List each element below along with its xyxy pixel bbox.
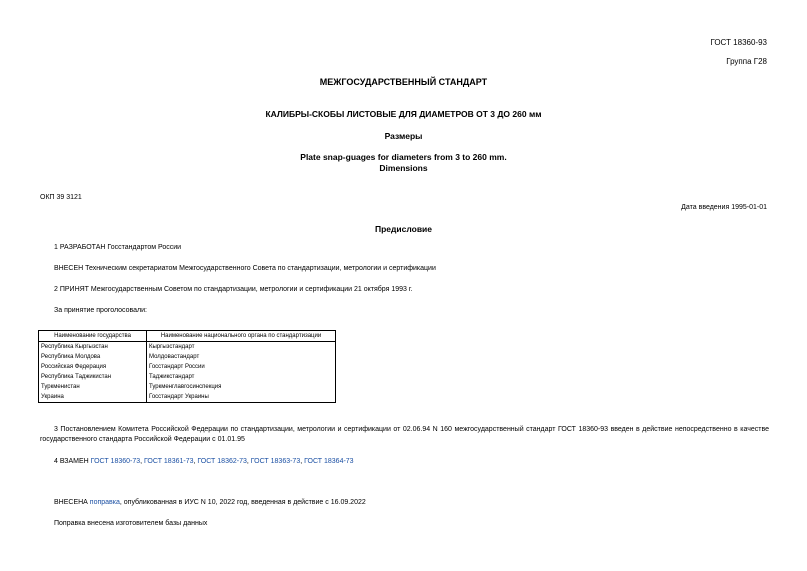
table-cell-body: Госстандарт Украины <box>147 392 336 403</box>
preface-paragraph-adopted <box>40 285 769 295</box>
link-gost-18360-73[interactable]: ГОСТ 18360-73 <box>90 458 141 465</box>
table-cell-body: Таджикстандарт <box>147 372 336 382</box>
link-gost-18361-73[interactable]: ГОСТ 18361-73 <box>144 458 194 465</box>
link-gost-18364-73[interactable]: ГОСТ 18364-73 <box>304 458 354 465</box>
table-row <box>39 372 336 382</box>
preface-paragraph-replaces: 4 ВЗАМЕН ГОСТ 18360-73, ГОСТ 18361-73, ГОСТ 18362-73, ГОСТ 18363-73, ГОСТ 18364-73 <box>54 458 354 465</box>
paragraph-text: 2 ПРИНЯТ Межгосударственным Советом по стандартизации, метрологии и сертификации 21 октября 1993 г. <box>54 286 413 293</box>
table-cell-state: Туркменистан <box>39 382 147 392</box>
standard-subtitle-ru: Размеры <box>384 131 423 141</box>
link-gost-18363-73[interactable]: ГОСТ 18363-73 <box>250 458 301 465</box>
preface-paragraph-amendment <box>40 498 769 508</box>
table-cell-body: Кыргызстандарт <box>147 342 336 353</box>
table-row <box>39 382 336 392</box>
table-cell-body: Госстандарт России <box>147 362 336 372</box>
introduction-date: Дата введения 1995-01-01 <box>681 204 767 211</box>
table-cell-body: Молдовастандарт <box>147 352 336 362</box>
document-group: Группа Г28 <box>726 57 767 66</box>
table-row <box>39 342 336 353</box>
preface-paragraph-submitted <box>40 264 769 274</box>
replaces-prefix: 4 ВЗАМЕН <box>54 458 91 465</box>
amendment-prefix: ВНЕСЕНА <box>54 499 90 506</box>
table-cell-body: Туркменглавгосинспекция <box>147 382 336 392</box>
table-header-state: Наименование государства <box>39 331 147 342</box>
document-code: ГОСТ 18360-93 <box>710 38 767 47</box>
preface-paragraph-developed <box>40 243 769 253</box>
preface-paragraph-voted <box>40 306 769 316</box>
paragraph-text: За принятие проголосовали: <box>54 307 147 314</box>
table-row <box>39 362 336 372</box>
table-header-national-body: Наименование национального органа по стандартизации <box>147 331 336 342</box>
table-cell-state: Украина <box>39 392 147 403</box>
table-cell-state: Республика Кыргызстан <box>39 342 147 353</box>
standard-type-title: МЕЖГОСУДАРСТВЕННЫЙ СТАНДАРТ <box>319 77 488 87</box>
paragraph-text: Поправка внесена изготовителем базы данных <box>54 520 208 527</box>
paragraph-text: ВНЕСЕН Техническим секретариатом Межгосударственного Совета по стандартизации, метрологии и сертификации <box>54 265 436 272</box>
table-header-row <box>39 331 336 342</box>
preface-paragraph-enacted <box>40 425 769 444</box>
paragraph-text: 3 Постановлением Комитета Российской Федерации по стандартизации, метрологии и сертификации от 02.06.94 N 160 межгосударственный стандарт ГОСТ 18360-93 введен в действие непосредственно в качестве государственного стандарта Российской Федерации с 01.01.95 <box>40 426 769 443</box>
standard-name-en-line2: Dimensions <box>379 163 428 173</box>
paragraph-text: 1 РАЗРАБОТАН Госстандартом России <box>54 244 182 251</box>
table-cell-state: Республика Молдова <box>39 352 147 362</box>
okp-code: ОКП 39 3121 <box>40 194 82 201</box>
link-gost-18362-73[interactable]: ГОСТ 18362-73 <box>197 458 247 465</box>
table-cell-state: Российская Федерация <box>39 362 147 372</box>
table-row <box>39 392 336 403</box>
amendment-suffix: , опубликованная в ИУС N 10, 2022 год, введенная в действие с 16.09.2022 <box>119 499 366 506</box>
voting-states-table <box>38 330 336 403</box>
preface-paragraph-amendment-note <box>40 519 769 529</box>
table-cell-state: Республика Таджикистан <box>39 372 147 382</box>
standard-name-en-line1: Plate snap-guages for diameters from 3 to 260 mm. <box>300 152 507 162</box>
standard-name-ru: КАЛИБРЫ-СКОБЫ ЛИСТОВЫЕ ДЛЯ ДИАМЕТРОВ ОТ 3 ДО 260 мм <box>265 109 542 119</box>
preface-heading: Предисловие <box>374 224 433 234</box>
amendment-link[interactable]: поправка <box>89 499 120 506</box>
table-row <box>39 352 336 362</box>
